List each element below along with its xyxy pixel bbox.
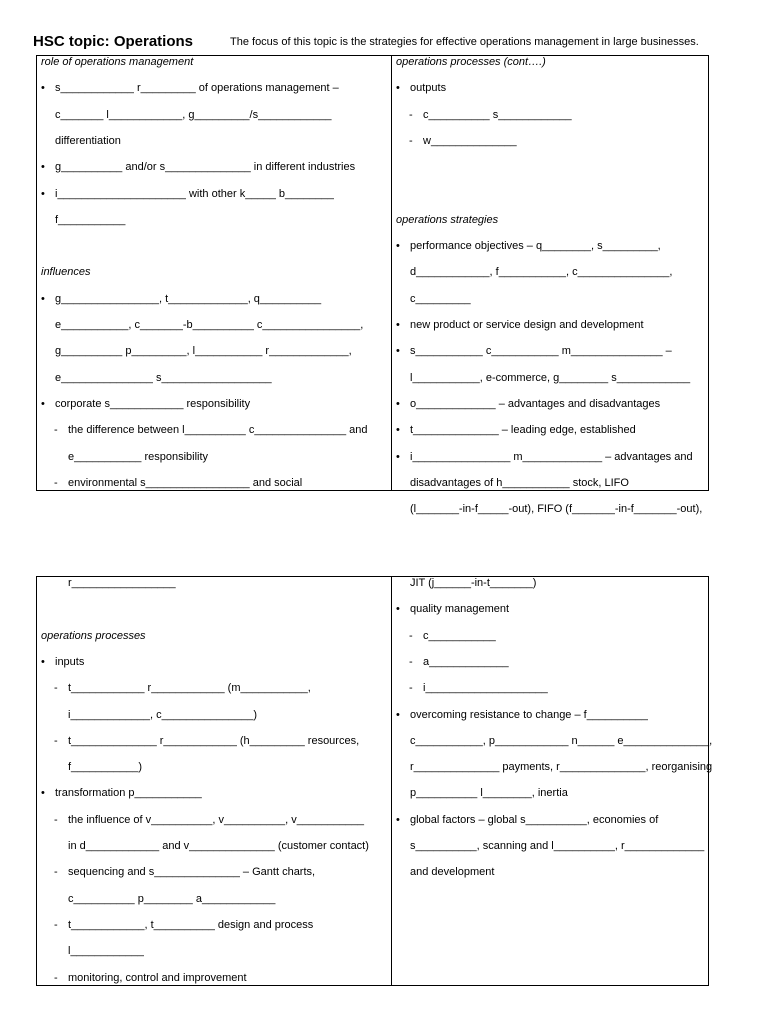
box2-right-column	[392, 577, 713, 985]
sub-item: - i____________________	[423, 680, 548, 696]
continuation-line: JIT (j______-in-t_______)	[410, 577, 537, 589]
sub-item-continuation: l____________	[68, 945, 144, 958]
bullet-item: • transformation p___________	[55, 785, 202, 801]
continuation-line: p__________ l________, inertia	[410, 787, 568, 800]
sub-item-continuation: r_________________	[68, 577, 176, 589]
page-header	[33, 33, 748, 53]
bullet-item: • o_____________ – advantages and disadvantages	[410, 396, 660, 412]
sub-item: - t____________ r____________ (m___________,	[68, 680, 311, 696]
sub-item-continuation: in d____________ and v______________ (customer contact)	[68, 840, 369, 852]
section-heading: operations processes (cont….)	[396, 56, 546, 68]
sub-item: - environmental s_________________ and social	[68, 475, 302, 491]
bullet-item: • g________________, t_____________, q__________	[55, 291, 321, 307]
continuation-line: c_________	[410, 292, 471, 305]
box1-left-column	[37, 56, 392, 490]
sub-item: - w______________	[423, 133, 517, 149]
worksheet-box-2	[36, 576, 713, 986]
bullet-item: • global factors – global s__________, economies of	[410, 812, 658, 828]
bullet-item: • s____________ r_________ of operations management –	[55, 80, 339, 96]
continuation-line: l___________, e-commerce, g________ s____________	[410, 371, 691, 384]
continuation-line: s__________, scanning and l__________, r_____________	[410, 840, 705, 852]
sub-item: - monitoring, control and improvement	[68, 970, 247, 986]
box1-right-column	[392, 56, 708, 516]
continuation-line: (l_______-in-f_____-out), FIFO (f_______-in-f_______-out),	[410, 503, 703, 516]
bullet-item: • inputs	[55, 654, 84, 670]
section-heading: role of operations management	[41, 56, 194, 68]
sub-item: - sequencing and s______________ – Gantt charts,	[68, 864, 315, 880]
bullet-item: • s___________ c___________ m_______________ –	[410, 343, 672, 359]
section-heading: operations processes	[41, 629, 146, 642]
sub-item-continuation: i_____________, c_______________)	[68, 708, 258, 721]
continuation-line: and development	[410, 866, 495, 879]
bullet-item: • g__________ and/or s______________ in different industries	[55, 159, 355, 175]
sub-item: - t______________ r____________ (h_________ resources,	[68, 733, 359, 749]
bullet-item: • new product or service design and development	[410, 317, 644, 333]
continuation-line: e___________, c_______-b__________ c________________,	[55, 319, 364, 331]
continuation-line: c_______ l____________, g_________/s____________	[55, 108, 332, 121]
sub-item: - c__________ s____________	[423, 107, 572, 123]
sub-item: - a_____________	[423, 654, 509, 670]
section-heading: operations strategies	[396, 213, 499, 226]
continuation-line: d____________, f___________, c_______________,	[410, 266, 673, 279]
bullet-item: • i_____________________ with other k_____ b________	[55, 186, 334, 202]
bullet-item: • corporate s____________ responsibility	[55, 396, 250, 412]
sub-item-continuation: f___________)	[68, 761, 143, 774]
bullet-item: • outputs	[410, 80, 446, 96]
sub-item: - c___________	[423, 628, 496, 644]
topic-focus-statement: The focus of this topic is the strategies for effective operations management in large businesses.	[230, 36, 699, 48]
sub-item-continuation: e___________ responsibility	[68, 450, 209, 463]
bullet-item: • overcoming resistance to change – f__________	[410, 707, 648, 723]
bullet-item: • i________________ m_____________ – advantages and	[410, 449, 693, 465]
sub-item: - t____________, t__________ design and process	[68, 917, 313, 933]
sub-item: - the difference between l__________ c_______________ and	[68, 422, 368, 438]
bullet-item: • performance objectives – q________, s_________,	[410, 238, 661, 254]
continuation-line: e_______________ s__________________	[55, 371, 272, 384]
continuation-line: c___________, p____________ n______ e______________,	[410, 734, 713, 747]
continuation-line: disadvantages of h___________ stock, LIFO	[410, 476, 629, 489]
bullet-item: • t______________ – leading edge, established	[410, 422, 636, 438]
box2-left-column	[37, 577, 392, 985]
continuation-line: g__________ p_________, l___________ r_____________,	[55, 345, 352, 358]
sub-item: - the influence of v__________, v__________, v___________	[68, 812, 364, 828]
worksheet-box-1	[36, 55, 709, 516]
continuation-line: differentiation	[55, 134, 121, 147]
bullet-item: • quality management	[410, 601, 509, 617]
continuation-line: r______________ payments, r______________, reorganising	[410, 761, 713, 774]
page-title: HSC topic: Operations	[33, 33, 194, 50]
section-heading: influences	[41, 266, 91, 279]
sub-item-continuation: c__________ p________ a____________	[68, 892, 276, 905]
continuation-line: f___________	[55, 213, 126, 226]
